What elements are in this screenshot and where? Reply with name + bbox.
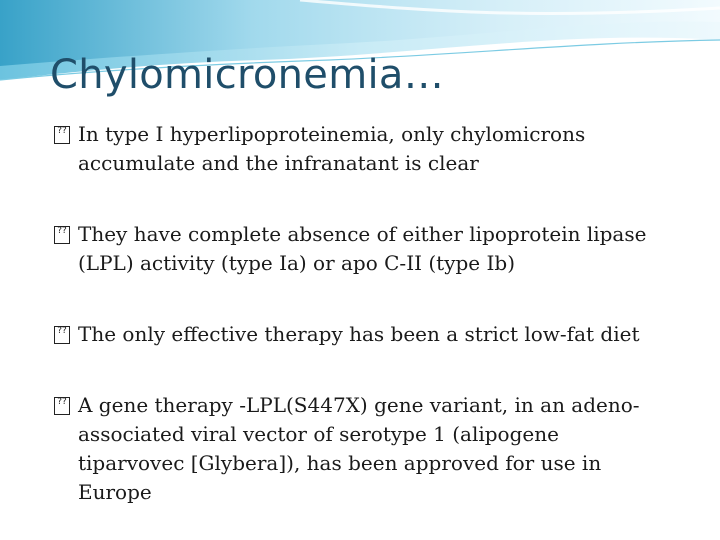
- missing-glyph-bullet-icon: ??: [54, 326, 70, 344]
- bullet-text: In type I hyperlipoproteinemia, only chylomicrons accumulate and the infranatant is clear: [78, 122, 586, 175]
- missing-glyph-bullet-icon: ??: [54, 226, 70, 244]
- bullet-text: They have complete absence of either lipoprotein lipase (LPL) activity (type Ia) or apo C-II (type Ib): [78, 222, 647, 275]
- bullet-list: [54, 120, 654, 540]
- bullet-item: [54, 320, 654, 349]
- slide-title: Chylomicronemia…: [50, 52, 444, 98]
- bullet-text: The only effective therapy has been a strict low-fat diet: [78, 322, 640, 346]
- missing-glyph-bullet-icon: ??: [54, 397, 70, 415]
- bullet-text: A gene therapy -LPL(S447X) gene variant, in an adeno-associated viral vector of serotype 1 (alipogene tiparvovec [Glybera]), has been approved for use in Europe: [78, 393, 640, 504]
- bullet-item: [54, 220, 654, 278]
- missing-glyph-bullet-icon: ??: [54, 126, 70, 144]
- bullet-item: [54, 391, 654, 507]
- bullet-item: [54, 120, 654, 178]
